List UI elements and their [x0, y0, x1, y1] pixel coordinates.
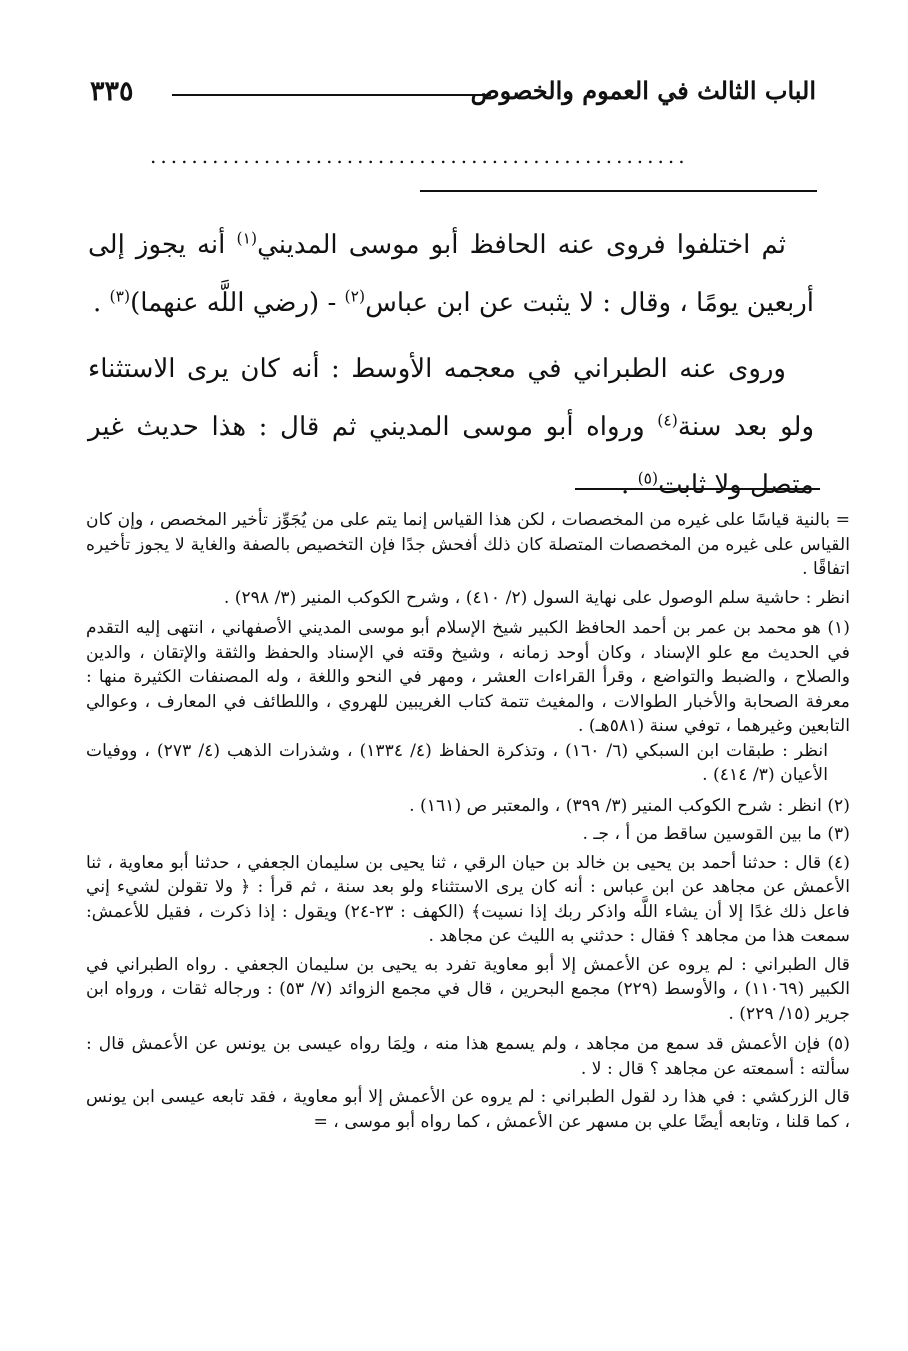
footnote-ref[interactable]: (٤)	[657, 411, 678, 430]
footnote-ref[interactable]: (٥)	[637, 469, 659, 488]
main-paragraph: وروى عنه الطبراني في معجمه الأوسط : أنه كان يرى الاستثناء ولو بعد سنة$^{(٤)}$ ورواه أبو موسى المديني ثم قال : هذا حديث غير متصل ولا ثابت$^{(٥)}$ .	[88, 354, 815, 500]
dotted-separator: ....................................................	[150, 146, 689, 166]
footnote-4: (٤) قال : حدثنا أحمد بن يحيى بن خالد بن حيان الرقي ، ثنا يحيى بن سليمان الجعفي ، حدثنا أبو معاوية ، ثنا الأعمش عن مجاهد عن ابن عباس : أنه كان يرى الاستثناء ولو بعد سنة ، ثم قرأ : ﴿ ولا تقولن لشيء إني فاعل ذلك غدًا إلا أن يشاء اللَّه واذكر ربك إذا نسيت﴾ (الكهف : ٢٣-٢٤) ويقول : إذا ذكرت ، فقيل للأعمش: سمعت هذا من مجاهد ؟ فقال : حدثني به الليث عن مجاهد .	[86, 852, 851, 946]
footnote-number: (٣)	[827, 824, 850, 844]
running-title: الباب الثالث في العموم والخصوص	[470, 76, 816, 105]
footnote-4-note: قال الطبراني : لم يروه عن الأعمش إلا أبو معاوية تفرد به يحيى بن سليمان الجعفي . رواه الطبراني في الكبير (١١٠٦٩) ، والأوسط (٢٢٩) مجمع البحرين ، قال في مجمع الزوائد (٧/ ٥٣) : ورجاله ثقات ، ورواه ابن جرير (١٥/ ٢٢٩) .	[86, 954, 850, 1024]
footnote-1: (١) هو محمد بن عمر بن أحمد الحافظ الكبير شيخ الإسلام أبو موسى المديني الأصفهاني ، انتهى إليه التقدم في الحديث مع علو الإسناد ، وكان أوحد زمانه ، وشيخ وقته في الإسناد والحفظ والثقة والإتقان ، والدين والصلاح ، والضبط والتواضع ، وقرأ القراءات العشر ، ومهر في النحو واللغة ، وله المصنفات الكثيرة منها : معرفة الصحابة والأخبار الطوالات ، والمغيث تتمة كتاب الغريبين للهروي ، واللطائف في المعارف ، وعوالي التابعين وغيرهما ، توفي سنة (٥٨١هـ) .	[86, 618, 850, 736]
footnote-number: (٢)	[827, 795, 850, 816]
footnote-3: (٣) ما بين القوسين ساقط من أ ، جـ .	[582, 824, 850, 844]
footnote-5-note: قال الزركشي : في هذا رد لقول الطبراني : لم يروه عن الأعمش إلا أبو معاوية ، فقد تابعه عيسى ابن يونس ، كما قلنا ، وتابعه أيضًا علي بن مسهر عن الأعمش ، كما رواه أبو موسى ، =	[86, 1087, 850, 1132]
footnote-ref[interactable]: (٢)	[344, 287, 366, 306]
footnote-number: (٤)	[827, 852, 850, 873]
footnote-ref[interactable]: (٣)	[109, 287, 131, 306]
footnotes	[86, 508, 850, 1134]
section-rule	[420, 190, 817, 192]
footnote-rule	[575, 488, 820, 490]
footnote-1-sources: انظر : طبقات ابن السبكي (٦/ ١٦٠) ، وتذكرة الحفاظ (٤/ ١٣٣٤) ، وشذرات الذهب (٤/ ٢٧٣) ، ووفيات الأعيان (٣/ ٤١٤) .	[86, 740, 828, 785]
footnote-continuation: = بالنية قياسًا على غيره من المخصصات ، لكن هذا القياس إنما يتم على من يُجَوِّز تأخير المخصص ، وإن كان القياس على غيره من المخصصات المتصلة كان ذلك أفحش جدًا فإن التخصيص بالصفة والغاية لا يجوز تأخيره اتفاقًا .	[86, 510, 850, 579]
main-paragraph: ثم اختلفوا فروى عنه الحافظ أبو موسى المديني$^{(١)}$ أنه يجوز إلى أربعين يومًا ، وقال : لا يثبت عن ابن عباس$^{(٢)}$ - (رضي اللَّه عنهما)$^{(٣)}$ .	[88, 229, 814, 318]
footnote-number: (٥)	[827, 1034, 850, 1054]
footnote-number: (١)	[827, 618, 850, 638]
page-number: ٣٣٥	[90, 76, 134, 107]
footnote-ref[interactable]: (١)	[236, 229, 258, 248]
footnote-2: (٢) انظر : شرح الكوكب المنير (٣/ ٣٩٩) ، والمعتبر ص (١٦١) .	[409, 795, 850, 816]
header-rule	[172, 94, 491, 96]
page-header	[90, 76, 816, 116]
footnote-continuation: انظر : حاشية سلم الوصول على نهاية السول (٢/ ٤١٠) ، وشرح الكوكب المنير (٣/ ٢٩٨) .	[223, 587, 850, 608]
main-text	[88, 216, 814, 514]
footnote-5: (٥) فإن الأعمش قد سمع من مجاهد ، ولم يسمع هذا منه ، ولِمَا رواه عيسى بن يونس عن الأعمش قال : سألته : أسمعته عن مجاهد ؟ قال : لا .	[86, 1034, 850, 1079]
